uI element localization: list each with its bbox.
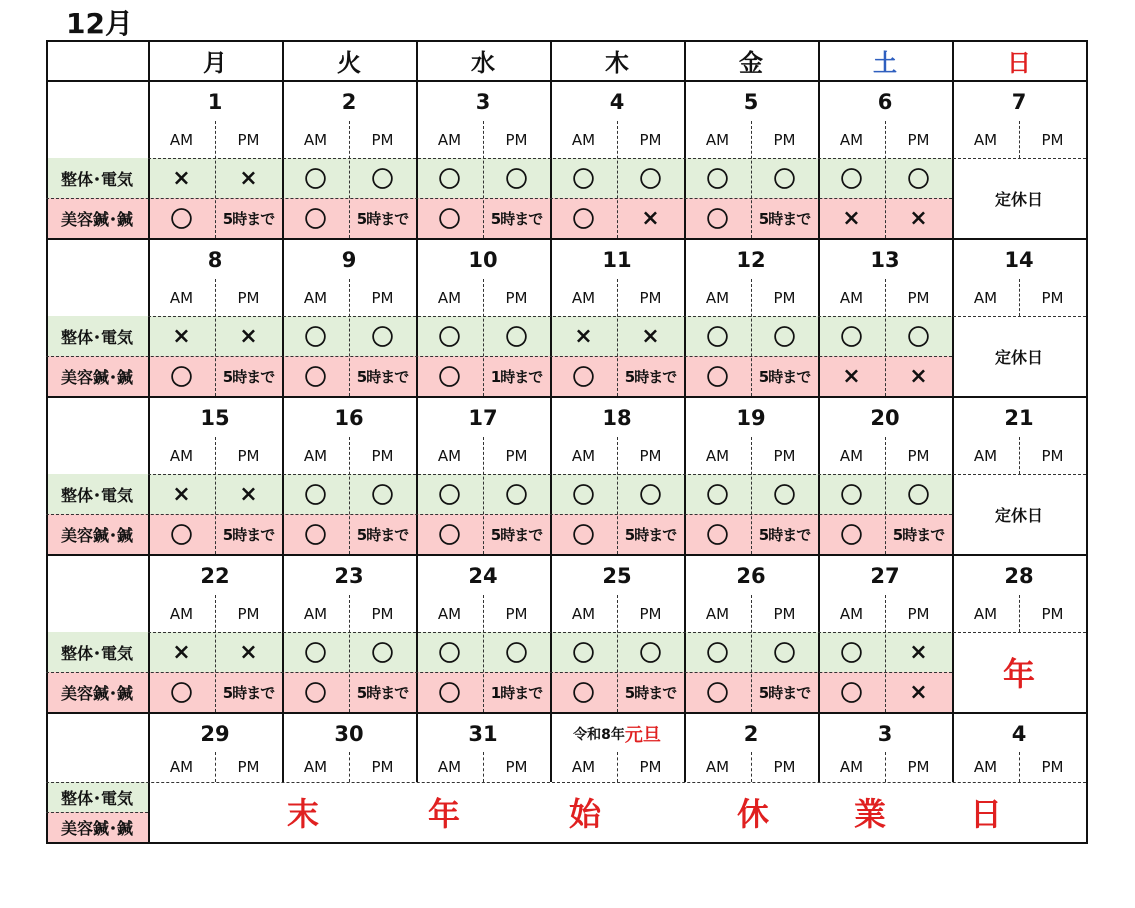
pm-label: PM [371, 130, 394, 149]
seitai-slot: × [239, 639, 258, 665]
grid-line [215, 437, 216, 554]
biyou-slot: 〇 [170, 681, 193, 707]
seitai-slot: 〇 [438, 641, 461, 667]
biyou-slot: 〇 [572, 523, 595, 549]
grid-line [349, 437, 350, 554]
pm-label: PM [371, 288, 394, 307]
biyou-slot: × [641, 205, 660, 231]
seitai-slot: × [172, 323, 191, 349]
grid-line [46, 672, 952, 673]
biyou-slot: 5時まで [490, 209, 543, 228]
biyou-row-label: 美容鍼･鍼 [60, 818, 133, 838]
seitai-slot: 〇 [505, 167, 528, 193]
biyou-slot: 〇 [438, 681, 461, 707]
biyou-slot: 5時まで [624, 525, 677, 544]
pm-label: PM [505, 758, 528, 776]
seitai-slot: 〇 [840, 641, 863, 667]
seitai-slot: 〇 [639, 167, 662, 193]
am-label: AM [973, 130, 998, 149]
date-number: 6 [877, 89, 893, 114]
biyou-slot: 〇 [438, 365, 461, 391]
seitai-slot: 〇 [505, 483, 528, 509]
am-label: AM [973, 446, 998, 465]
sunday-note: 年 [1002, 655, 1035, 693]
date-number: 7 [1011, 89, 1027, 114]
biyou-row-label: 美容鍼･鍼 [60, 683, 133, 703]
biyou-slot: 〇 [572, 681, 595, 707]
pm-label: PM [505, 604, 528, 623]
pm-label: PM [639, 446, 662, 465]
seitai-slot: × [239, 323, 258, 349]
holiday-char: 業 [853, 795, 886, 833]
seitai-slot: 〇 [304, 325, 327, 351]
weekday-header: 金 [739, 48, 763, 77]
grid-line [751, 752, 752, 782]
biyou-slot: 〇 [706, 681, 729, 707]
seitai-slot: 〇 [706, 641, 729, 667]
date-number: 14 [1004, 247, 1034, 272]
am-label: AM [973, 604, 998, 623]
pm-label: PM [1041, 604, 1064, 623]
biyou-slot: 5時まで [758, 525, 811, 544]
grid-line [885, 437, 886, 554]
weekday-header: 日 [1007, 48, 1031, 77]
newyear-prefix: 令和8年 [573, 727, 625, 743]
biyou-slot: 〇 [706, 523, 729, 549]
biyou-slot: 1時まで [490, 683, 543, 702]
am-label: AM [705, 130, 730, 149]
seitai-slot: 〇 [773, 325, 796, 351]
am-label: AM [839, 130, 864, 149]
seitai-slot: × [172, 165, 191, 191]
am-label: AM [973, 288, 998, 307]
date-number: 29 [200, 722, 230, 746]
grid-line [952, 40, 954, 712]
seitai-slot: 〇 [773, 641, 796, 667]
biyou-slot: 〇 [304, 365, 327, 391]
seitai-slot: 〇 [572, 483, 595, 509]
biyou-slot: × [842, 205, 861, 231]
biyou-slot: × [909, 679, 928, 705]
pm-label: PM [237, 758, 260, 776]
seitai-slot: × [239, 481, 258, 507]
seitai-slot: 〇 [505, 325, 528, 351]
grid-line [617, 279, 618, 396]
seitai-slot: × [172, 639, 191, 665]
am-label: AM [303, 604, 328, 623]
seitai-slot: 〇 [840, 167, 863, 193]
date-number: 15 [200, 405, 230, 430]
am-label: AM [303, 130, 328, 149]
am-label: AM [705, 604, 730, 623]
biyou-slot: 5時まで [758, 209, 811, 228]
date-number: 2 [743, 722, 759, 746]
am-label: AM [705, 758, 730, 776]
date-number: 4 [1011, 722, 1027, 746]
grid-line [751, 595, 752, 712]
biyou-slot: 〇 [438, 207, 461, 233]
grid-line [46, 40, 48, 842]
biyou-slot: 5時まで [758, 683, 811, 702]
date-number: 2 [341, 89, 357, 114]
date-number: 18 [602, 405, 632, 430]
am-label: AM [839, 604, 864, 623]
grid-line [46, 356, 952, 357]
biyou-slot: 〇 [304, 207, 327, 233]
date-number: 27 [870, 563, 900, 588]
weekday-header: 火 [337, 48, 361, 77]
date-number: 3 [877, 722, 893, 746]
am-label: AM [169, 604, 194, 623]
grid-line [885, 279, 886, 396]
grid-line [46, 842, 1088, 844]
seitai-slot: × [172, 481, 191, 507]
date-number: 8 [207, 247, 223, 272]
pm-label: PM [237, 288, 260, 307]
pm-label: PM [639, 288, 662, 307]
seitai-slot: 〇 [907, 167, 930, 193]
biyou-slot: 〇 [840, 681, 863, 707]
am-label: AM [303, 446, 328, 465]
seitai-slot: × [574, 323, 593, 349]
seitai-slot: 〇 [304, 483, 327, 509]
pm-label: PM [639, 758, 662, 776]
seitai-slot: × [909, 639, 928, 665]
seitai-slot: 〇 [907, 325, 930, 351]
biyou-slot: × [842, 363, 861, 389]
biyou-slot: 〇 [706, 365, 729, 391]
holiday-char: 始 [568, 795, 601, 833]
grid-line [550, 40, 552, 712]
grid-line [885, 595, 886, 712]
grid-line [148, 712, 150, 842]
seitai-slot: 〇 [438, 325, 461, 351]
pm-label: PM [371, 446, 394, 465]
seitai-slot: 〇 [438, 483, 461, 509]
pm-label: PM [1041, 758, 1064, 776]
date-number: 26 [736, 563, 766, 588]
grid-line [46, 238, 1086, 240]
grid-line [46, 198, 952, 199]
am-label: AM [571, 758, 596, 776]
biyou-row-label: 美容鍼･鍼 [60, 525, 133, 545]
grid-line [215, 595, 216, 712]
seitai-slot: 〇 [371, 641, 394, 667]
grid-line [1019, 595, 1020, 632]
pm-label: PM [907, 758, 930, 776]
am-label: AM [839, 288, 864, 307]
am-label: AM [169, 758, 194, 776]
seitai-slot: 〇 [438, 167, 461, 193]
biyou-slot: 5時まで [624, 367, 677, 386]
biyou-slot: 5時まで [222, 525, 275, 544]
seitai-slot: 〇 [907, 483, 930, 509]
biyou-slot: 〇 [572, 365, 595, 391]
grid-line [617, 121, 618, 238]
grid-line [885, 752, 886, 782]
pm-label: PM [907, 604, 930, 623]
pm-label: PM [237, 604, 260, 623]
date-number: 17 [468, 405, 498, 430]
seitai-slot: 〇 [505, 641, 528, 667]
pm-label: PM [505, 130, 528, 149]
pm-label: PM [371, 758, 394, 776]
date-number: 10 [468, 247, 498, 272]
grid-line [550, 712, 552, 782]
grid-line [617, 437, 618, 554]
grid-line [751, 279, 752, 396]
biyou-row-label: 美容鍼･鍼 [60, 367, 133, 387]
biyou-slot: 5時まで [222, 367, 275, 386]
pm-label: PM [639, 130, 662, 149]
seitai-slot: 〇 [840, 483, 863, 509]
pm-label: PM [1041, 288, 1064, 307]
grid-line [349, 121, 350, 238]
biyou-slot: 〇 [840, 523, 863, 549]
date-number: 9 [341, 247, 357, 272]
date-number: 4 [609, 89, 625, 114]
grid-line [215, 279, 216, 396]
pm-label: PM [1041, 130, 1064, 149]
seitai-slot: 〇 [639, 641, 662, 667]
holiday-char: 年 [427, 795, 460, 833]
grid-line [483, 279, 484, 396]
biyou-slot: 5時まで [356, 525, 409, 544]
am-label: AM [437, 288, 462, 307]
pm-label: PM [639, 604, 662, 623]
am-label: AM [303, 288, 328, 307]
holiday-char: 日 [969, 795, 1002, 833]
pm-label: PM [773, 130, 796, 149]
grid-line [952, 712, 954, 782]
seitai-slot: 〇 [304, 167, 327, 193]
seitai-row-label: 整体･電気 [60, 788, 133, 808]
grid-line [684, 712, 686, 782]
am-label: AM [839, 758, 864, 776]
biyou-slot: 〇 [170, 523, 193, 549]
am-label: AM [571, 446, 596, 465]
seitai-slot: 〇 [773, 167, 796, 193]
biyou-slot: 〇 [304, 681, 327, 707]
weekday-header: 木 [605, 48, 629, 77]
grid-line [46, 782, 1086, 783]
pm-label: PM [907, 130, 930, 149]
biyou-slot: × [909, 363, 928, 389]
grid-line [282, 712, 284, 782]
sunday-note: 定休日 [994, 505, 1043, 525]
grid-line [46, 396, 1086, 398]
date-number: 19 [736, 405, 766, 430]
grid-line [416, 712, 418, 782]
pm-label: PM [505, 288, 528, 307]
date-number: 1 [207, 89, 223, 114]
seitai-slot: 〇 [840, 325, 863, 351]
pm-label: PM [773, 604, 796, 623]
holiday-char: 末 [286, 795, 319, 833]
grid-line [282, 40, 284, 712]
date-number: 13 [870, 247, 900, 272]
sunday-note: 定休日 [994, 347, 1043, 367]
biyou-slot: 5時まで [222, 209, 275, 228]
month-title: 12月 [66, 7, 133, 40]
pm-label: PM [237, 446, 260, 465]
pm-label: PM [773, 288, 796, 307]
am-label: AM [437, 604, 462, 623]
am-label: AM [571, 130, 596, 149]
grid-line [751, 121, 752, 238]
grid-line [1019, 437, 1020, 474]
date-number: 3 [475, 89, 491, 114]
grid-line [885, 121, 886, 238]
am-label: AM [437, 758, 462, 776]
grid-line [46, 80, 1086, 82]
pm-label: PM [371, 604, 394, 623]
grid-line [46, 712, 1086, 714]
grid-line [818, 712, 820, 782]
seitai-slot: 〇 [773, 483, 796, 509]
pm-label: PM [237, 130, 260, 149]
seitai-slot: × [239, 165, 258, 191]
seitai-row-label: 整体･電気 [60, 485, 133, 505]
grid-line [349, 279, 350, 396]
date-number: 20 [870, 405, 900, 430]
weekday-header: 月 [203, 48, 227, 77]
am-label: AM [705, 288, 730, 307]
biyou-slot: 〇 [304, 523, 327, 549]
grid-line [416, 40, 418, 712]
grid-line [46, 554, 1086, 556]
grid-line [684, 40, 686, 712]
biyou-slot: 〇 [438, 523, 461, 549]
seitai-slot: 〇 [304, 641, 327, 667]
pm-label: PM [773, 758, 796, 776]
date-number: 31 [468, 722, 498, 746]
grid-line [617, 752, 618, 782]
date-number: 28 [1004, 563, 1034, 588]
am-label: AM [705, 446, 730, 465]
pm-label: PM [773, 446, 796, 465]
weekday-header: 土 [873, 48, 897, 77]
am-label: AM [437, 130, 462, 149]
biyou-slot: 〇 [170, 365, 193, 391]
am-label: AM [169, 288, 194, 307]
date-number: 25 [602, 563, 632, 588]
date-number: 21 [1004, 405, 1034, 430]
grid-line [46, 812, 148, 813]
sunday-note: 定休日 [994, 189, 1043, 209]
weekday-header: 水 [471, 48, 495, 77]
seitai-slot: × [641, 323, 660, 349]
biyou-row-label: 美容鍼･鍼 [60, 209, 133, 229]
seitai-slot: 〇 [371, 483, 394, 509]
grid-line [349, 595, 350, 712]
grid-line [818, 40, 820, 712]
biyou-slot: × [909, 205, 928, 231]
grid-line [46, 514, 952, 515]
pm-label: PM [1041, 446, 1064, 465]
holiday-char: 休 [736, 795, 769, 833]
date-number: 23 [334, 563, 364, 588]
am-label: AM [303, 758, 328, 776]
newyear-date [550, 716, 684, 752]
seitai-slot: 〇 [371, 167, 394, 193]
pm-label: PM [907, 446, 930, 465]
grid-line [483, 437, 484, 554]
seitai-row-label: 整体･電気 [60, 327, 133, 347]
biyou-slot: 5時まで [490, 525, 543, 544]
grid-line [215, 752, 216, 782]
date-number: 11 [602, 247, 632, 272]
grid-line [1019, 752, 1020, 782]
newyear-label: 元旦 [624, 725, 661, 746]
biyou-slot: 1時まで [490, 367, 543, 386]
am-label: AM [571, 288, 596, 307]
grid-line [215, 121, 216, 238]
am-label: AM [839, 446, 864, 465]
biyou-slot: 5時まで [356, 367, 409, 386]
grid-line [349, 752, 350, 782]
grid-line [483, 595, 484, 712]
pm-label: PM [907, 288, 930, 307]
seitai-row-label: 整体･電気 [60, 643, 133, 663]
date-number: 16 [334, 405, 364, 430]
grid-line [483, 752, 484, 782]
seitai-row-label: 整体･電気 [60, 169, 133, 189]
seitai-slot: 〇 [572, 167, 595, 193]
grid-line [1019, 279, 1020, 316]
grid-line [751, 437, 752, 554]
biyou-slot: 5時まで [356, 683, 409, 702]
biyou-slot: 5時まで [356, 209, 409, 228]
seitai-slot: 〇 [706, 325, 729, 351]
grid-line [1019, 121, 1020, 158]
seitai-slot: 〇 [639, 483, 662, 509]
biyou-slot: 5時まで [222, 683, 275, 702]
biyou-slot: 5時まで [624, 683, 677, 702]
date-number: 5 [743, 89, 759, 114]
biyou-slot: 5時まで [892, 525, 945, 544]
grid-line [148, 40, 150, 712]
seitai-slot: 〇 [572, 641, 595, 667]
grid-line [46, 40, 1088, 42]
biyou-slot: 〇 [706, 207, 729, 233]
seitai-slot: 〇 [706, 167, 729, 193]
grid-line [617, 595, 618, 712]
date-number: 22 [200, 563, 230, 588]
biyou-slot: 〇 [170, 207, 193, 233]
date-number: 24 [468, 563, 498, 588]
pm-label: PM [505, 446, 528, 465]
biyou-slot: 〇 [572, 207, 595, 233]
seitai-slot: 〇 [706, 483, 729, 509]
biyou-slot: 5時まで [758, 367, 811, 386]
date-number: 12 [736, 247, 766, 272]
seitai-slot: 〇 [371, 325, 394, 351]
am-label: AM [973, 758, 998, 776]
date-number: 30 [334, 722, 364, 746]
am-label: AM [169, 446, 194, 465]
grid-line [483, 121, 484, 238]
grid-line [1086, 40, 1088, 842]
am-label: AM [169, 130, 194, 149]
am-label: AM [437, 446, 462, 465]
am-label: AM [571, 604, 596, 623]
